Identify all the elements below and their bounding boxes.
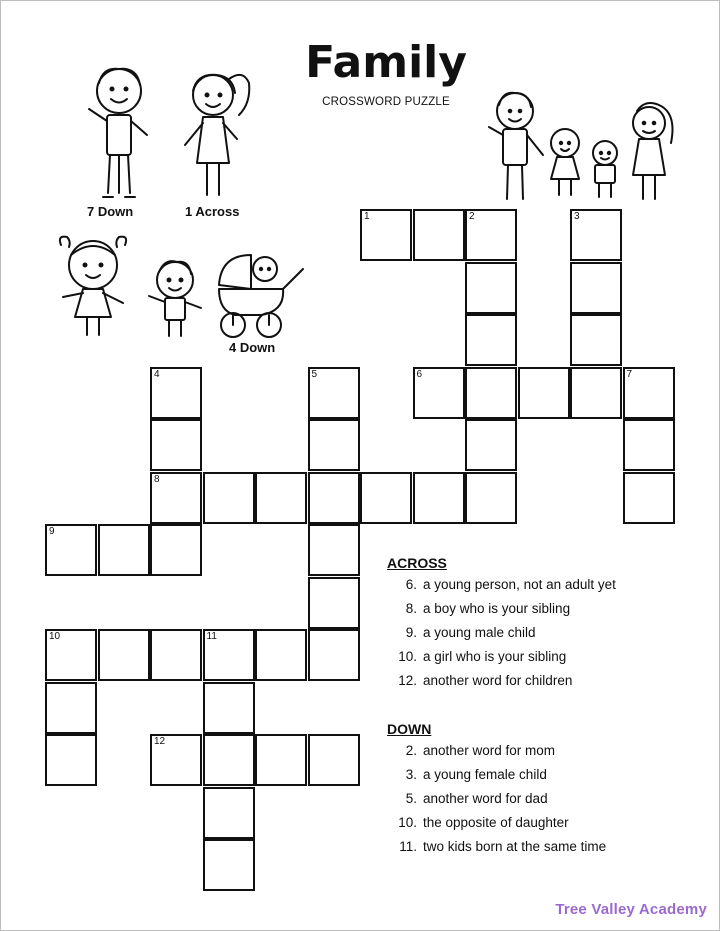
clue-text: another word for dad (423, 791, 548, 806)
crossword-cell[interactable] (465, 262, 517, 314)
cell-number: 7 (626, 368, 633, 380)
crossword-cell[interactable] (360, 209, 412, 261)
crossword-cell[interactable] (150, 629, 202, 681)
across-clues (387, 555, 616, 693)
clue-item (387, 739, 606, 763)
cell-number: 3 (574, 211, 580, 222)
crossword-cell[interactable] (203, 734, 255, 786)
page-subtitle: CROSSWORD PUZZLE (322, 96, 450, 108)
brand-label: Tree Valley Academy (555, 901, 707, 918)
crossword-cell[interactable] (308, 472, 360, 524)
crossword-cell[interactable] (570, 314, 622, 366)
clue-text: a young female child (423, 767, 547, 782)
crossword-cell[interactable] (623, 472, 675, 524)
crossword-cell[interactable] (570, 209, 622, 261)
crossword-cell[interactable] (623, 419, 675, 471)
cell-number: 6 (416, 368, 423, 380)
crossword-cell[interactable] (203, 629, 255, 681)
crossword-cell[interactable] (465, 419, 517, 471)
mom-illustration (177, 63, 257, 205)
clue-item (387, 669, 616, 693)
cell-number: 4 (154, 368, 160, 380)
crossword-cell[interactable] (308, 577, 360, 629)
cell-number: 9 (49, 526, 55, 537)
down-clues (387, 721, 606, 859)
crossword-cell[interactable] (45, 524, 97, 576)
crossword-cell[interactable] (570, 367, 622, 419)
crossword-cell[interactable] (308, 524, 360, 576)
crossword-cell[interactable] (308, 734, 360, 786)
baby-stroller-illustration (211, 245, 311, 341)
crossword-cell[interactable] (570, 262, 622, 314)
crossword-cell[interactable] (150, 734, 202, 786)
clue-text: two kids born at the same time (423, 839, 607, 854)
crossword-cell[interactable] (465, 472, 517, 524)
crossword-cell[interactable] (255, 734, 307, 786)
clue-item (387, 597, 616, 621)
family-group-illustration (481, 87, 681, 207)
clue-item (387, 787, 606, 811)
clue-text: a young male child (423, 625, 536, 640)
clue-item (387, 645, 616, 669)
clue-number: 6. (405, 577, 417, 592)
crossword-cell[interactable] (150, 524, 202, 576)
crossword-cell[interactable] (308, 367, 360, 419)
crossword-cell[interactable] (465, 314, 517, 366)
cell-number: 2 (469, 211, 475, 222)
crossword-cell[interactable] (45, 629, 97, 681)
clue-number: 12. (398, 673, 417, 688)
crossword-cell[interactable] (203, 682, 255, 734)
crossword-cell[interactable] (203, 787, 255, 839)
crossword-cell[interactable] (150, 419, 202, 471)
crossword-cell[interactable] (150, 472, 202, 524)
clue-item (387, 621, 616, 645)
clue-number: 5. (405, 791, 417, 806)
crossword-cell[interactable] (413, 209, 465, 261)
crossword-cell[interactable] (255, 629, 307, 681)
clue-item (387, 573, 616, 597)
clue-number: 3. (405, 767, 417, 782)
crossword-cell[interactable] (465, 367, 517, 419)
clue-text: another word for mom (423, 743, 556, 758)
caption-dad: 7 Down (87, 204, 134, 219)
crossword-cell[interactable] (623, 367, 675, 419)
clue-text: a young person, not an adult yet (423, 577, 616, 592)
across-heading: ACROSS (387, 555, 447, 571)
crossword-cell[interactable] (308, 419, 360, 471)
clue-number: 2. (405, 743, 417, 758)
crossword-cell[interactable] (45, 734, 97, 786)
boy-illustration (143, 256, 207, 340)
crossword-cell[interactable] (203, 839, 255, 891)
dad-illustration (79, 63, 159, 205)
cell-number: 5 (311, 368, 318, 380)
clue-item (387, 763, 606, 787)
clue-text: the opposite of daughter (423, 815, 569, 830)
crossword-cell[interactable] (360, 472, 412, 524)
cell-number: 11 (206, 631, 217, 642)
girl-illustration (53, 231, 133, 341)
clue-number: 10. (398, 815, 417, 830)
cell-number: 12 (154, 736, 166, 747)
clue-number: 8. (405, 601, 417, 616)
clue-text: a boy who is your sibling (423, 601, 571, 616)
crossword-cell[interactable] (308, 629, 360, 681)
page-title: Family (305, 37, 467, 88)
crossword-cell[interactable] (413, 367, 465, 419)
crossword-cell[interactable] (98, 524, 150, 576)
crossword-cell[interactable] (465, 209, 517, 261)
crossword-cell[interactable] (255, 472, 307, 524)
caption-mom: 1 Across (185, 204, 240, 219)
crossword-cell[interactable] (98, 629, 150, 681)
crossword-cell[interactable] (518, 367, 570, 419)
cell-number: 8 (154, 473, 160, 485)
caption-baby: 4 Down (229, 340, 276, 355)
crossword-cell[interactable] (203, 472, 255, 524)
clue-text: a girl who is your sibling (423, 649, 567, 664)
crossword-cell[interactable] (45, 682, 97, 734)
cell-number: 10 (49, 631, 61, 642)
cell-number: 1 (364, 211, 370, 222)
clue-text: another word for children (423, 673, 573, 688)
clue-number: 9. (405, 625, 417, 640)
down-heading: DOWN (387, 721, 432, 737)
crossword-cell[interactable] (413, 472, 465, 524)
clue-number: 11. (399, 839, 417, 854)
clue-item (387, 811, 606, 835)
clue-item (387, 835, 606, 859)
clue-number: 10. (398, 649, 417, 664)
crossword-cell[interactable] (150, 367, 202, 419)
